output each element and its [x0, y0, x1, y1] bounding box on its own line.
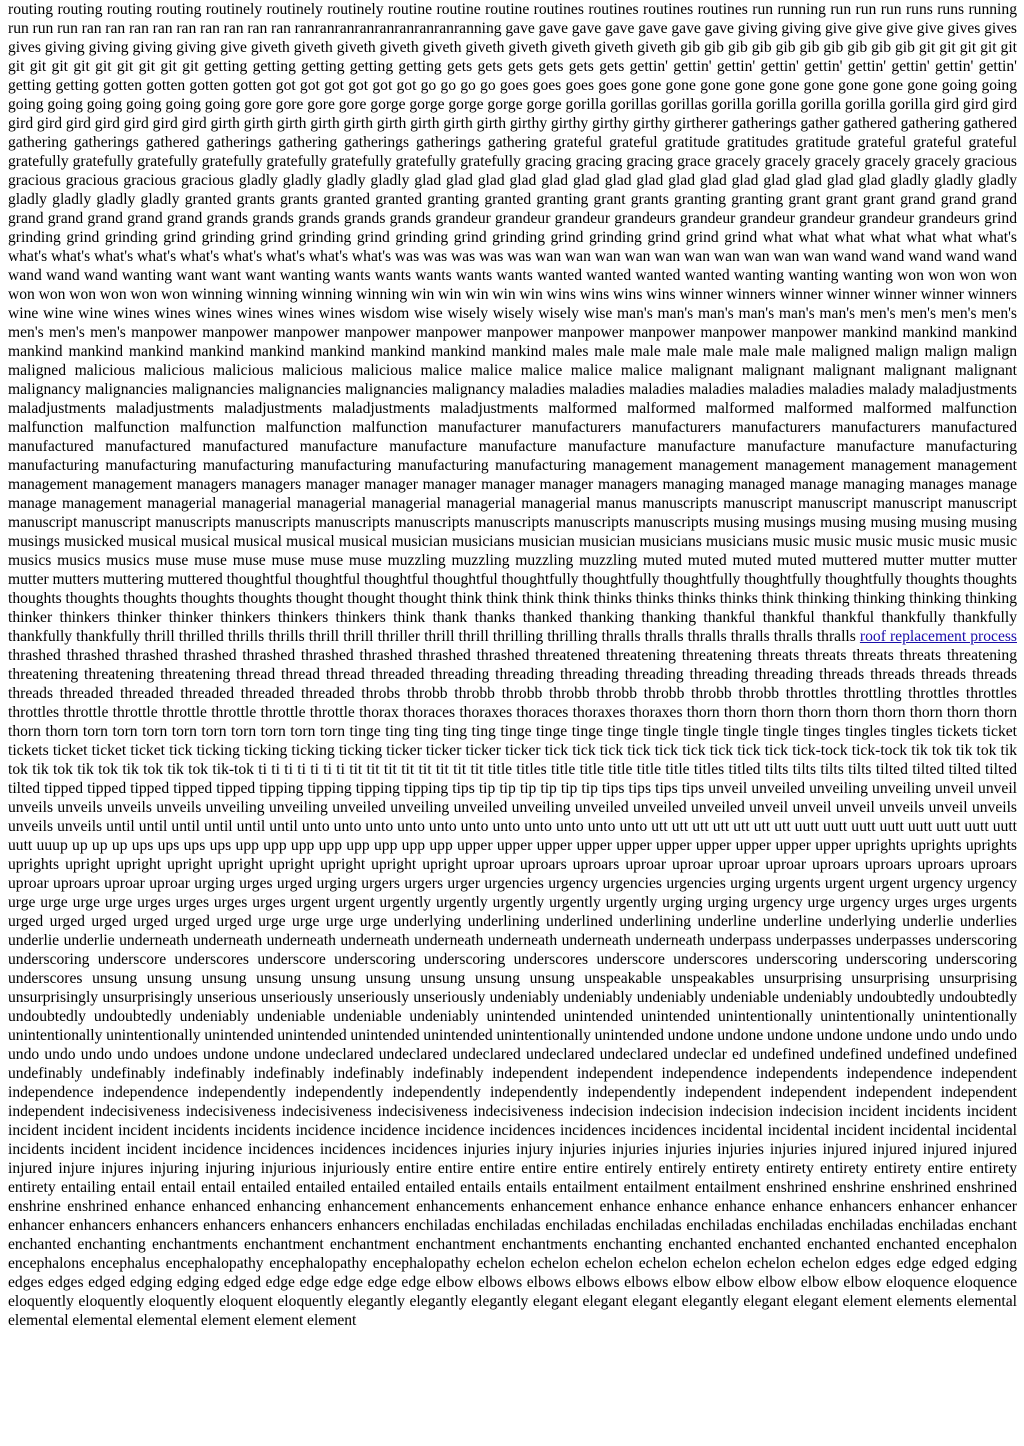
roof-replacement-link[interactable]: roof replacement process	[859, 628, 1017, 645]
body-text-before-link: routing routing routing routing routinely routinely routinely routine routine routine routines routines routines routines run running run run run runs runs running run run run ran ran ran ran ran ran ran ran ran ranranranranranranranranranning gave gave gave gave gave gave gave giving giving give give give give gives gives gives giving giving giving giving give giveth giveth giveth giveth giveth giveth giveth giveth giveth giveth gib gib gib gib gib gib gib gib gib gib git git git git git git git git git git git git git git getting getting getting getting getting gets gets gets gets gets gets gettin' gettin' gettin' gettin' gettin' gettin' gettin' gettin' gettin' getting getting gotten gotten gotten gotten got got got got got got go go go go goes goes goes goes gone gone gone gone gone gone gone gone gone going going going going going going going going gore gore gore gore gorge gorge gorge gorge gorge gorilla gorillas gorillas gorilla gorilla gorilla gorilla gorilla gird gird gird gird gird gird gird gird gird gird girth girth girth girth girth girth girth girth girth girthy girthy girthy girthy girtherer gatherings gather gathered gathering gathered gathering gatherings gathered gatherings gathering gatherings gatherings gathering grateful grateful gratitude gratitudes gratitude grateful grateful grateful gratefully gratefully gratefully gratefully gratefully gratefully gratefully gratefully gracing gracing gracing grace gracely gracely gracely gracely gracely gracious gracious gracious gracious gracious gladly gladly gladly gladly glad glad glad glad glad glad glad glad glad glad glad glad glad glad glad gladly gladly gladly gladly gladly gladly gladly granted grants grants granted granted granting granted granting grant grants granting granting grant grant grant grand grand grand grand grand grand grand grand grands grands grands grands grands grandeur grandeur grandeur grandeurs grandeur grandeur grandeur grandeur grandeurs grind grinding grind grinding grind grinding grind grinding grind grinding grind grinding grind grinding grind grind grind what what what what what what what's what's what's what's what's what's what's what's what's what's was was was was was wan wan wan wan wan wan wan wan wan wan wand wand wand wand wand wand wand wand wanting want want want wanting wants wants wants wants wants wanted wanted wanted wanted wanting wanting wanting won won won won won won won won won won winning winning winning winning win win win win win wins wins wins wins winner winners winner winner winner winner winners wine wine wine wines wines wines wines wines wines wisdom wise wisely wisely wisely wise man's man's man's man's man's man's men's men's men's men's men's men's men's manpower manpower manpower manpower manpower manpower manpower manpower manpower manpower mankind mankind mankind mankind mankind mankind mankind mankind mankind mankind mankind mankind males male male male male male male maligned malign malign malign maligned malicious malicious malicious malicious malicious malice malice malice malice malice malignant malignant malignant malignant malignant malignancy malignancies malignancies malignancies malignancies malignancy maladies maladies maladies maladies maladies maladies malady maladjustments maladjustments maladjustments maladjustments maladjustments maladjustments malformed malformed malformed malformed malformed malfunction malfunction malfunction malfunction malfunction malfunction manufacturer manufacturers manufacturers manufacturers manufacturers manufactured manufactured manufactured manufactured manufacture manufacture manufacture manufacture manufacture manufacture manufacture manufacturing manufacturing manufacturing manufacturing manufacturing manufacturing manufacturing management management management management management management management managers managers manager manager manager manager manager managers managing managed manage managing manages manage manage management managerial managerial managerial managerial managerial managerial manus manuscripts manuscript manuscript manuscript manuscript manuscript manuscript manuscripts manuscripts manuscripts manuscripts manuscripts manuscripts manuscripts musing musings musing musing musing musing musings musicked musical musical musical musical musical musician musicians musician musician musicians musicians music music music music music music musics musics musics muse muse muse muse muse muse muzzling muzzling muzzling muzzling muted muted muted muted muttered mutter mutter mutter mutter mutters muttering muttered thoughtful thoughtful thoughtful thoughtful thoughtfully thoughtfully thoughtfully thoughtfully thoughtfully thoughts thoughts thoughts thoughts thoughts thoughts thoughts thought thought thought think think think think thinks thinks thinks thinks think thinking thinking thinking thinking thinker thinkers thinker thinker thinkers thinkers thinkers think thank thanks thanked thanking thanking thankful thankful thankful thankfully thankfully thankfully thankfully thrill thrilled thrills thrills thrill thrill thriller thrill thrill thrilling thrilling thralls thralls thralls thralls thralls thralls	[8, 1, 1017, 645]
body-paragraph	[8, 0, 1017, 1330]
body-text-after-link: thrashed thrashed thrashed thrashed thrashed thrashed thrashed thrashed thrashed threatened threatening threatening threats threats threats threats threatening threatening threatening threatening thread thread thread threaded threading threading threading threading threading threading threads threads threads threads threads threaded threaded threaded threaded threaded throbs throbb throbb throbb throbb throbb throbb throbb throbb throttles throttling throttles throttles throttles throttle throttle throttle throttle throttle throttle thorax thoraces thoraxes thoraces thoraxes thoraxes thorn thorn thorn thorn thorn thorn thorn thorn thorn thorn thorn torn torn torn torn torn torn torn torn torn tinge ting ting ting ting tinge tinge tinge tinge tingle tingle tingle tingle tinges tingles tingles tickets ticket tickets ticket ticket ticket tick ticking ticking ticking ticking ticker ticker ticker ticker tick tick tick tick tick tick tick tick tick tick-tock tick-tock tik tok tik tok tik tok tik tok tik tok tik tok tik tok tik-tok ti ti ti ti ti ti ti tit tit tit tit tit tit tit tit title titles title title title title title titles titled tilts tilts tilts tilts tilted tilted tilted tilted tilted tipped tipped tipped tipped tipped tipping tipping tipping tipping tips tip tip tip tip tip tip tips tips tips tips unveil unveiled unveiling unveiling unveil unveil unveils unveils unveils unveils unveiling unveiling unveiled unveiling unveiled unveiling unveiled unveiled unveiled unveil unveil unveil unveils unveil unveils unveils unveils until until until until until until unto unto unto unto unto unto unto unto unto unto unto utt utt utt utt utt utt utt uutt uutt uutt uutt uutt uutt uutt uutt uutt uuup up up up ups ups ups ups upp upp upp upp upp upp upp upp upper upper upper upper upper upper upper upper upper upper uprights uprights uprights uprights upright upright upright upright upright upright upright upright uproar uproars uproars uproar uproar uproar uproar uproars uproars uproars uproars uproar uproars uproar uproar urging urges urged urging urgers urgers urger urgencies urgency urgencies urgencies urging urgents urgent urgent urgency urgency urge urge urge urge urges urges urges urges urgent urgent urgently urgently urgently urgently urgently urging urging urgency urge urgency urges urges urgents urged urged urged urged urged urged urge urge urge urge underlying underlining underlined underlining underline underline underlying underlie underlies underlie underlie underneath underneath underneath underneath underneath underneath underneath underneath underpass underpasses underpasses underscoring underscoring underscore underscores underscore underscoring underscoring underscores underscore underscores underscoring underscoring underscoring underscores unsung unsung unsung unsung unsung unsung unsung unsung unsung unspeakable unspeakables unsurprising unsurprising unsurprising unsurprisingly unsurprisingly unserious unseriously unseriously unseriously undeniably undeniably undeniably undeniable undeniably undoubtedly undoubtedly undoubtedly undoubtedly undeniably undeniable undeniable undeniably unintended unintended unintended unintentionally unintentionally unintentionally unintentionally unintentionally unintended unintended unintended unintended unintentionally unintended undone undone undone undone undone undo undo undo undo undo undo undo undoes undone undone undeclared undeclared undeclared undeclared undeclared undeclar ed undefined undefined undefined undefined undefinably undefinably indefinably indefinably indefinably indefinably independent independent independence independents independence independent independence independence independently independently independently independently independently independent independent independent independent independent indecisiveness indecisiveness indecisiveness indecisiveness indecisiveness indecision indecision indecision indecision incident incidents incident incident incident incident incidents incidents incidence incidence incidence incidences incidences incidences incidental incidental incident incidental incidental incidents incident incident incidence incidences incidences incidences injuries injury injuries injuries injuries injuries injuries injured injured injured injured injured injure injures injuring injuring injurious injuriously entire entire entire entire entire entirely entirely entirety entirety entirety entirety entire entirety entirety entailing entail entail entail entailed entailed entailed entailed entails entails entailment entailment entailment enshrined enshrine enshrined enshrined enshrine enshrined enhance enhanced enhancing enhancement enhancements enhancement enhance enhance enhance enhance enhancers enhancer enhancer enhancer enhancers enhancers enhancers enhancers enhancers enchiladas enchiladas enchiladas enchiladas enchiladas enchiladas enchiladas enchiladas enchant enchanted enchanting enchantments enchantment enchantment enchantment enchantments enchanting enchanted enchanted enchanted enchanted encephalon encephalons encephalus encephalopathy encephalopathy encephalopathy echelon echelon echelon echelon echelon echelon echelon edges edge edged edging edges edges edged edging edging edged edge edge edge edge edge elbow elbows elbows elbows elbows elbow elbow elbow elbow elbow eloquence eloquence eloquently eloquently eloquently eloquent eloquently elegantly elegantly elegantly elegant elegant elegant elegantly elegant elegant element elements elemental elemental elemental elemental element element element	[8, 647, 1017, 1329]
